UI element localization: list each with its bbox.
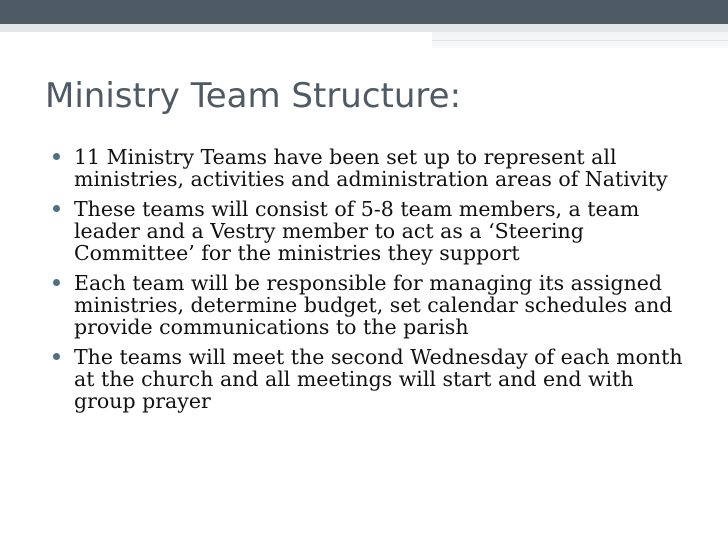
bullet-item xyxy=(50,146,700,190)
bullet-item xyxy=(50,346,700,412)
bullet-dot-icon xyxy=(53,205,60,212)
accent-line xyxy=(432,40,728,41)
bullet-list xyxy=(50,146,700,420)
slide-title: Ministry Team Structure: xyxy=(45,76,462,116)
bullet-dot-icon xyxy=(53,353,60,360)
bullet-text: 11 Ministry Teams have been set up to represent all ministries, activities and administration areas of Nativity xyxy=(74,145,668,191)
accent-strip xyxy=(0,24,728,32)
bullet-text: These teams will consist of 5-8 team members, a team leader and a Vestry member to act as a ‘Steering Committee’ for the ministries they support xyxy=(74,197,640,265)
bullet-text: The teams will meet the second Wednesday of each month at the church and all meetings will start and end with group prayer xyxy=(74,345,683,413)
bullet-dot-icon xyxy=(53,153,60,160)
bullet-item xyxy=(50,198,700,264)
top-decorative-band xyxy=(0,0,728,24)
bullet-dot-icon xyxy=(53,279,60,286)
bullet-item xyxy=(50,272,700,338)
bullet-text: Each team will be responsible for managing its assigned ministries, determine budget, set calendar schedules and provide communications to the parish xyxy=(74,271,673,339)
